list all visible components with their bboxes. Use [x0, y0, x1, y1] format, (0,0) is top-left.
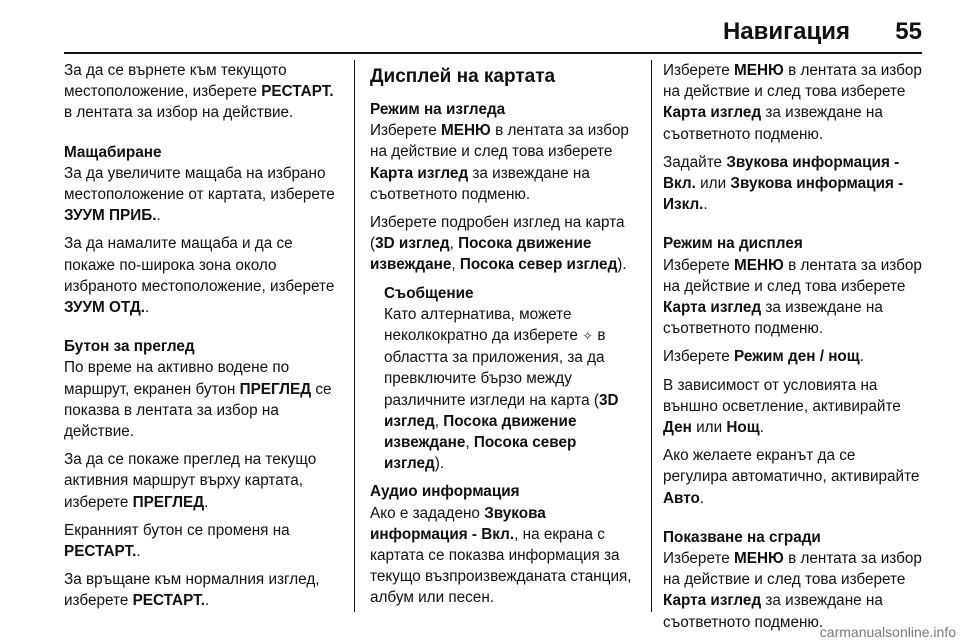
column-divider-2	[651, 60, 652, 612]
overview-paragraph-3: Екранният бутон се променя на РЕСТАРТ..	[64, 521, 290, 561]
display-mode-paragraph-1: Изберете МЕНЮ в лентата за избор на действие и след това изберете Карта изглед за извеждане на съответното подменю.	[663, 256, 922, 338]
display-mode-paragraph-4: Ако желаете екранът да се регулира автоматично, активирайте Авто.	[663, 447, 920, 507]
note-text: Като алтернатива, можете неколкократно да изберете ✧ в областта за приложения, за да превключите бързо между различните изгледи на карта (3D изглед, Посока движение извеждане, Посока север изглед).	[384, 305, 619, 473]
column-divider-1	[354, 60, 355, 612]
zoom-in-paragraph: За да увеличите мащаба на избрано местоположение от картата, изберете ЗУУМ ПРИБ..	[64, 164, 335, 225]
display-mode-heading: Режим на дисплея	[663, 235, 803, 253]
audio-setting-paragraph: Задайте Звукова информация - Вкл. или Звукова информация - Изкл..	[663, 153, 904, 214]
buildings-heading: Показване на сгради	[663, 528, 821, 546]
return-current-location-paragraph: За да се върнете към текущото местоположение, изберете РЕСТАРТ. в лентата за избор на действие.	[64, 62, 334, 122]
display-mode-paragraph-2: Изберете Режим ден / нощ.	[663, 348, 864, 366]
column-3	[663, 60, 923, 631]
zoom-heading: Мащабиране	[64, 143, 162, 161]
column-2	[370, 60, 638, 616]
watermark: carmanualsonline.info	[819, 624, 956, 640]
note-heading: Съобщение	[384, 284, 474, 302]
section-heading: Дисплей на картата	[370, 66, 556, 87]
page-header	[0, 0, 960, 54]
view-mode-heading: Режим на изгледа	[370, 101, 506, 118]
overview-paragraph-2: За да се покаже преглед на текущо активния маршрут върху картата, изберете ПРЕГЛЕД.	[64, 451, 317, 511]
audio-menu-paragraph: Изберете МЕНЮ в лентата за избор на действие и след това изберете Карта изглед за извеждане на съответното подменю.	[663, 62, 922, 143]
note-block	[384, 283, 638, 475]
view-mode-paragraph-2: Изберете подробен изглед на карта (3D изглед, Посока движение извеждане, Посока север изглед).	[370, 214, 627, 274]
header-rule	[64, 52, 922, 54]
display-mode-paragraph-3: В зависимост от условията на външно осветление, активирайте Ден или Нощ.	[663, 376, 901, 437]
running-title: Навигация	[722, 18, 850, 45]
audio-info-heading: Аудио информация	[370, 483, 520, 501]
column-1	[64, 60, 344, 616]
buildings-paragraph: Изберете МЕНЮ в лентата за избор на действие и след това изберете Карта изглед за извеждане на съответното подменю.	[663, 550, 922, 631]
map-view-toggle-icon: ✧	[582, 329, 593, 344]
overview-paragraph-4: За връщане към нормалния изглед, изберете РЕСТАРТ..	[64, 571, 320, 610]
zoom-out-paragraph: За да намалите мащаба и да се покаже по-широка зона около избраното местоположение, изберете ЗУУМ ОТД..	[64, 235, 335, 317]
audio-info-paragraph: Ако е зададено Звукова информация - Вкл., на екрана с картата се показва информация за текущо възпроизвежданата станция, албум или песен.	[370, 504, 632, 607]
view-mode-paragraph-1: Изберете МЕНЮ в лентата за избор на действие и след това изберете Карта изглед за извеждане на съответното подменю.	[370, 122, 629, 203]
overview-button-heading: Бутон за преглед	[64, 338, 195, 356]
page-number: 55	[895, 18, 922, 45]
overview-paragraph-1: По време на активно водене по маршрут, екранен бутон ПРЕГЛЕД се показва в лентата за избор на действие.	[64, 359, 332, 441]
